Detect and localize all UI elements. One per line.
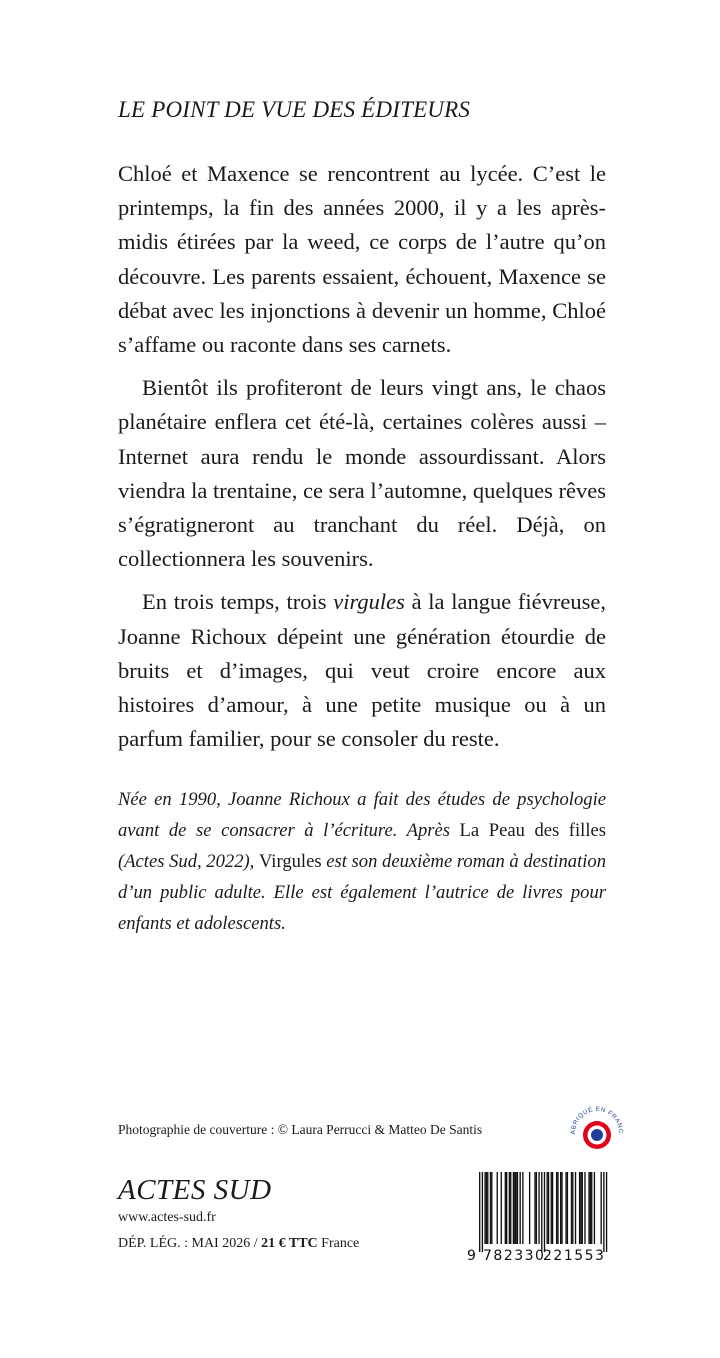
barcode-bar (534, 1172, 535, 1244)
made-in-france-badge-icon (567, 1102, 627, 1162)
barcode-bar (497, 1172, 498, 1244)
barcode-bar (594, 1172, 595, 1244)
book-title: Virgules (259, 851, 322, 872)
barcode-bar (565, 1172, 566, 1244)
barcode-bar (590, 1172, 591, 1244)
legal-depot: DÉP. LÉG. : MAI 2026 / (118, 1236, 262, 1251)
legal-country: France (317, 1236, 360, 1251)
barcode-bar (529, 1172, 530, 1244)
barcode-bar (541, 1172, 542, 1252)
barcode-bar (482, 1172, 483, 1252)
publisher-website: www.actes-sud.fr (118, 1210, 216, 1225)
barcode-bar (491, 1172, 492, 1244)
barcode-bar (510, 1172, 511, 1244)
barcode-bar (547, 1172, 548, 1244)
bio-text: est son deuxième roman à destination d’un public adulte. Elle est également l’autrice de livres pour enfants et adolescents. (118, 851, 606, 934)
barcode-bar (556, 1172, 557, 1244)
barcode-bar (506, 1172, 507, 1244)
price: 21 € TTC (261, 1236, 318, 1251)
barcode-bar (509, 1172, 510, 1244)
pitch-paragraph-1: Chloé et Maxence se rencontrent au lycée. C’est le printemps, la fin des années 2000, il y a les après-midis étirées par la weed, ce corps de l’autre qu’on découvre. Les parents essaient, échouent, Maxence se débat avec les injonctions à devenir un homme, Chloé s’affame ou raconte dans ses carnets. (118, 161, 606, 358)
barcode-bar (501, 1172, 502, 1244)
isbn-barcode (463, 1170, 613, 1262)
badge-text: ABRIQUÉ EN FRANC (569, 1105, 625, 1135)
section-heading: LE POINT DE VUE DES ÉDITEURS (118, 97, 471, 122)
legal-notice (118, 1236, 359, 1252)
barcode-bar (571, 1172, 572, 1244)
pitch-paragraph-3 (118, 585, 606, 756)
barcode-bar (575, 1172, 576, 1244)
barcode-bar (560, 1172, 561, 1244)
barcode-bar (479, 1172, 480, 1252)
barcode-bar (536, 1172, 537, 1244)
barcode-bar (603, 1172, 604, 1252)
author-bio (118, 784, 606, 939)
barcode-digits-left: 782330 (483, 1248, 546, 1262)
barcode-bar (505, 1172, 506, 1244)
book-title: La Peau des filles (459, 820, 606, 841)
barcode-bar (552, 1172, 553, 1244)
bio-text: (Actes Sud, 2022), (118, 851, 259, 872)
photo-credit: Photographie de couverture : © Laura Perrucci & Matteo De Santis (118, 1122, 483, 1137)
barcode-bar (591, 1172, 592, 1244)
barcode-bar (484, 1172, 485, 1244)
book-title-inline: virgules (333, 589, 405, 615)
barcode-digits-right: 221553 (543, 1248, 606, 1262)
barcode-bar (487, 1172, 488, 1244)
barcode-bar (548, 1172, 549, 1244)
barcode-bar (582, 1172, 583, 1244)
barcode-bar (561, 1172, 562, 1244)
barcode-bar (572, 1172, 573, 1244)
barcode-bar (588, 1172, 589, 1244)
barcode-bar (579, 1172, 580, 1244)
barcode-bar (551, 1172, 552, 1244)
barcode-bar (486, 1172, 487, 1244)
barcode-bar (601, 1172, 602, 1244)
pitch-text: En trois temps, trois (142, 589, 334, 615)
barcode-bar (517, 1172, 518, 1244)
barcode-bar (522, 1172, 523, 1244)
barcode-bar (538, 1172, 539, 1244)
editor-pitch (118, 157, 606, 765)
barcode-bar (606, 1172, 607, 1252)
barcode-bar (580, 1172, 581, 1244)
barcode-bar (557, 1172, 558, 1244)
barcode-bar (514, 1172, 515, 1244)
barcode-bar (544, 1172, 545, 1252)
barcode-bar (567, 1172, 568, 1244)
badge-center-blue (591, 1129, 603, 1141)
barcode-bar (515, 1172, 516, 1244)
pitch-text: à la langue fiévreuse, Joanne Richoux dépeint une génération étourdie de bruits et d’images, qui veut croire encore aux histoires d’amour, à une petite musique ou à un parfum familier, pour se consoler du reste. (118, 589, 606, 752)
barcode-bar (520, 1172, 521, 1244)
barcode-bar (584, 1172, 585, 1244)
publisher-logo: ACTES SUD (118, 1174, 272, 1206)
bio-text: Née en 1990, Joanne Richoux a fait des études de psychologie avant de se consacrer à l’écriture. Après (118, 789, 606, 841)
barcode-bar (513, 1172, 514, 1244)
barcode-digit-first: 9 (467, 1248, 476, 1262)
barcode-bar (490, 1172, 491, 1244)
pitch-paragraph-2: Bientôt ils profiteront de leurs vingt ans, le chaos planétaire enflera cet été-là, certaines colères aussi – Internet aura rendu le monde assourdissant. Alors viendra la trentaine, ce sera l’automne, quelques rêves s’égratigneront au tranchant du réel. Déjà, on collectionnera les souvenirs. (118, 375, 606, 572)
